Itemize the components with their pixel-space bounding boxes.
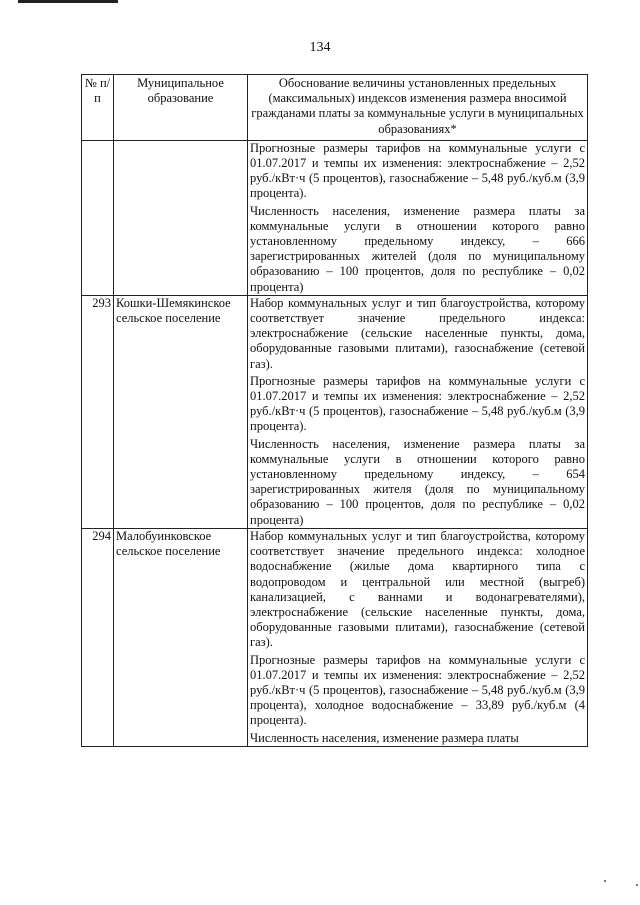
paragraph: Набор коммунальных услуг и тип благоустройства, которому соответствует значение предельного индекса: холодное водоснабжение (жилые дома квартирного типа с водопроводом и центральной или местной (выгреб) канализацией, с ваннами и водонагревателями), электроснабжение (сельские населенные пункты, дома, оборудованные газовыми плитами), газоснабжение (сетевой газ). bbox=[250, 528, 585, 650]
row-justification bbox=[248, 295, 588, 528]
row-number bbox=[82, 140, 114, 295]
paragraph: Численность населения, изменение размера платы bbox=[250, 730, 519, 745]
paragraph: Прогнозные размеры тарифов на коммунальные услуги с 01.07.2017 и темпы их изменения: электроснабжение – 2,52 руб./кВт·ч (5 процентов), газоснабжение – 5,48 руб./куб.м (3,9 процента). bbox=[250, 140, 585, 201]
row-justification bbox=[248, 528, 588, 746]
row-number: 294 bbox=[82, 528, 114, 746]
tariff-table bbox=[81, 74, 588, 747]
top-edge-rule bbox=[18, 0, 118, 3]
scan-speck bbox=[636, 884, 638, 886]
paragraph: Прогнозные размеры тарифов на коммунальные услуги с 01.07.2017 и темпы их изменения: электроснабжение – 2,52 руб./кВт·ч (5 процентов), газоснабжение – 5,48 руб./куб.м (3,9 процента). bbox=[250, 373, 585, 434]
paragraph: Численность населения, изменение размера платы за коммунальные услуги в отношении которого равно установленному предельному индексу, – 654 зарегистрированных жителя (доля по муниципальному образованию – 100 процентов, доля по республике – 0,02 процента) bbox=[250, 436, 585, 527]
header-justification: Обоснование величины установленных предельных (максимальных) индексов изменения размера вносимой гражданами платы за коммунальные услуги в муниципальных образованиях* bbox=[248, 75, 588, 141]
row-municipality bbox=[114, 140, 248, 295]
row-municipality: Малобуинковское сельское поселение bbox=[114, 528, 248, 746]
paragraph: Численность населения, изменение размера платы за коммунальные услуги в отношении которого равно установленному предельному индексу, – 666 зарегистрированных жителей (доля по муниципальному образованию – 100 процентов, доля по республике – 0,02 процента) bbox=[250, 203, 585, 294]
table-row bbox=[82, 295, 588, 528]
header-municipality: Муниципальное образование bbox=[114, 75, 248, 141]
page-number: 134 bbox=[309, 40, 331, 55]
row-justification bbox=[248, 140, 588, 295]
paragraph: Прогнозные размеры тарифов на коммунальные услуги с 01.07.2017 и темпы их изменения: электроснабжение – 2,52 руб./кВт·ч (5 процентов), газоснабжение – 5,48 руб./куб.м (3,9 процента), холодное водоснабжение – 33,89 руб./куб.м (4 процента). bbox=[250, 652, 585, 728]
table-row bbox=[82, 528, 588, 746]
row-municipality: Кошки-Шемякинское сельское поселение bbox=[114, 295, 248, 528]
table-row bbox=[82, 140, 588, 295]
table-header-row bbox=[82, 75, 588, 141]
scan-speck bbox=[604, 880, 606, 882]
row-number: 293 bbox=[82, 295, 114, 528]
header-num: № п/п bbox=[82, 75, 114, 141]
paragraph: Набор коммунальных услуг и тип благоустройства, которому соответствует значение предельного индекса: электроснабжение (сельские населенные пункты, дома, оборудованные газовыми плитами), газоснабжение (сетевой газ). bbox=[250, 295, 585, 371]
